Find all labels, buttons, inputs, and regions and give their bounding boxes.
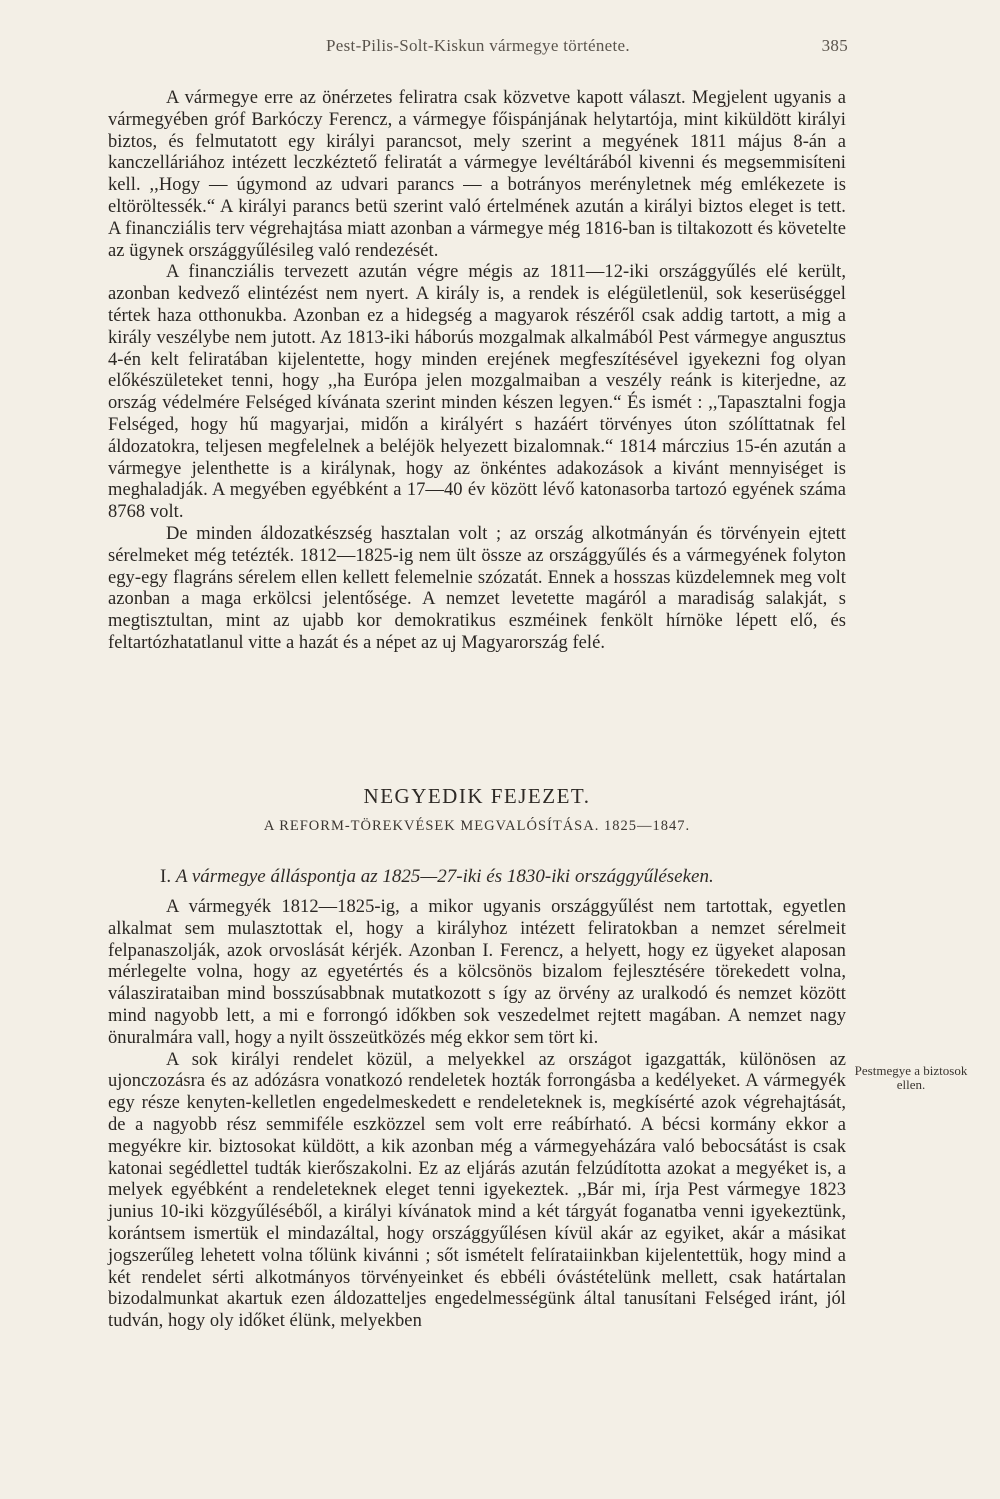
text-block-lower [108,897,846,1467]
paragraph: A financziális tervezett azután végre mégis az 1811—12-iki országgyűlés elé került, azonban kedvező elintézést nem nyert. A király is, a rendek is elégületlenül, sok keserüséggel tértek haza otthonukba. Azonban ez a hidegség a magyarok részéről csak addig tartott, a mig a király veszélybe nem jutott. Az 1813-iki háborús mozgalmak alkalmából Pest vármegye angusztus 4-én kelt feliratában kijelentette, hogy minden erejének megfeszítésével igyekezni fog olyan előkészületeket tenni, hogy ,,ha Európa jelen mozgalmaiban a veszély reánk is kiterjedne, az ország védelmére Felséged kívánata szerint minden készen legyen.“ És ismét : ,,Tapasztalni fogja Felséged, hogy hű magyarjai, midőn a királyért s hazáért törvényes úton szólíttatnak fel áldozatokra, teljesen megfelelnek a beléjök helyezett bizalomnak.“ 1814 márczius 15-én azután a vármegye jelenthette is a királynak, hogy az önkéntes adakozások a kivánt mennyiséget is meghaladják. A megyében egyébként a 17—40 év között lévő katonasorba tartozó egyének száma 8768 volt. [108,262,846,523]
text-block-upper [108,88,846,728]
chapter-title: NEGYEDIK FEJEZET. [363,784,591,808]
paragraph: A sok királyi rendelet közül, a melyekkel az országot igazgatták, különösen az ujonczozásra és az adózásra vonatkozó rendeletek hozták forrongásba a kedélyeket. A vármegyék egy része kenyten-kelletlen engedelmeskedett e rendeleteknek is, megkísérté azok végrehajtását, de a nagyobb rész semmiféle eszközzel sem volt erre reábírható. A bécsi kormány ekkor a megyékre kir. biztosokat küldött, a kik azonban még a vármegyeházára való bebocsátást is csak katonai segédlettel tudták kierőszakolni. Ez az eljárás azután felzúdította azokat a megyéket is, a melyek egyébként a rendeleteknek eleget tenni igyekeztek. ,,Bár mi, írja Pest vármegye 1823 junius 10-iki közgyűléséből, a királyi kívánatok mind a két tárgyát foganatba venni igyekeztünk, korántsem ismertük el mindazáltal, hogy országgyűlésen kívül akár az egyiket, akár a másikat jogszerűleg lehetett volna tőlünk kivánni ; sőt ismételt felírataiinkban kijelentettük, hogy mind a két rendelet sérti alkotmányos törvényeinket és ebbéli óvástételünk mellett, csak határtalan bizodalmunkat akartuk ezen áldozatteljes engedelmességünk által tanusítani Felséged iránt, jól tudván, hogy oly időket élünk, melyekben [108,1049,846,1332]
paragraph: A vármegye erre az önérzetes feliratra csak közvetve kapott választ. Megjelent ugyanis a vármegyében gróf Barkóczy Ferencz, a vármegye főispánjának helytartója, mint kiküldött királyi biztos, és felmutatott egy királyi parancsot, mely szerint a megyének 1811 május 8-án a kanczelláriához intézett leczkéztető feliratát a vármegye levéltárából kivenni és megsemmisíteni kell. ,,Hogy — úgymond az udvari parancs — a botrányos merényletnek még emlékezete is eltöröltessék.“ A királyi parancs betü szerint való értelmének azután a királyi biztos eleget is tett. A financziális terv végrehajtása miatt azonban a vármegye még 1816-ban is tiltakozott és követelte az ügynek országgyűlésileg való rendezését. [108,88,846,261]
section-heading [160,866,846,888]
running-head-title: Pest-Pilis-Solt-Kiskun vármegye története. [326,36,630,55]
section-title: A vármegye álláspontja az 1825—27-iki és 1830-iki országgyűléseken. [175,866,714,887]
paragraph: A vármegyék 1812—1825-ig, a mikor ugyanis országgyűlést nem tartottak, egyetlen alkalmat sem mulasztottak el, hogy a királyhoz intézett feliratokban a nemzet sérelmeit felpanaszolják, azok orvoslását kérjék. Azonban I. Ferencz, a helyett, hogy ez ügyeket alaposan mérlegelte volna, hogy az egyetértés és a kölcsönös bizalom fejlesztésére törekedett volna, válaszirataiban mind bosszúsabbnak mutatkozott s így az örvény az uralkodó és nemzet között mind nagyobb lett, a mi e forrongó időkben sok veszedelmet rejtett magában. A nemzet nagy önuralmára vall, hogy a nyilt összeütközés még ekkor sem tört ki. [108,897,846,1048]
page-number: 385 [821,36,848,55]
chapter-subtitle: A REFORM-TÖREKVÉSEK MEGVALÓSÍTÁSA. 1825—1847. [263,818,691,834]
section-number: I. [160,866,172,887]
running-head [108,36,848,64]
margin-note: Pestmegye a biztosok ellen. [854,1063,968,1092]
paragraph: De minden áldozatkészség hasztalan volt ; az ország alkotmányán és törvényein ejtett sérelmeket még tetézték. 1812—1825-ig nem ült össze az országgyűlés és a vármegyének folyton egy-egy flagráns sérelem ellen kellett felemelnie szózatát. Ennek a hosszas küzdelemnek meg volt azonban a maga erkölcsi jelentősége. A nemzet levetette magáról a maradiság salakját, s megtisztultan, mint az ujabb kor demokratikus eszméinek fenkölt hírnöke lépett elő, és feltartózhatatlanul vitte a hazát és a népet az uj Magyarország felé. [108,523,846,653]
